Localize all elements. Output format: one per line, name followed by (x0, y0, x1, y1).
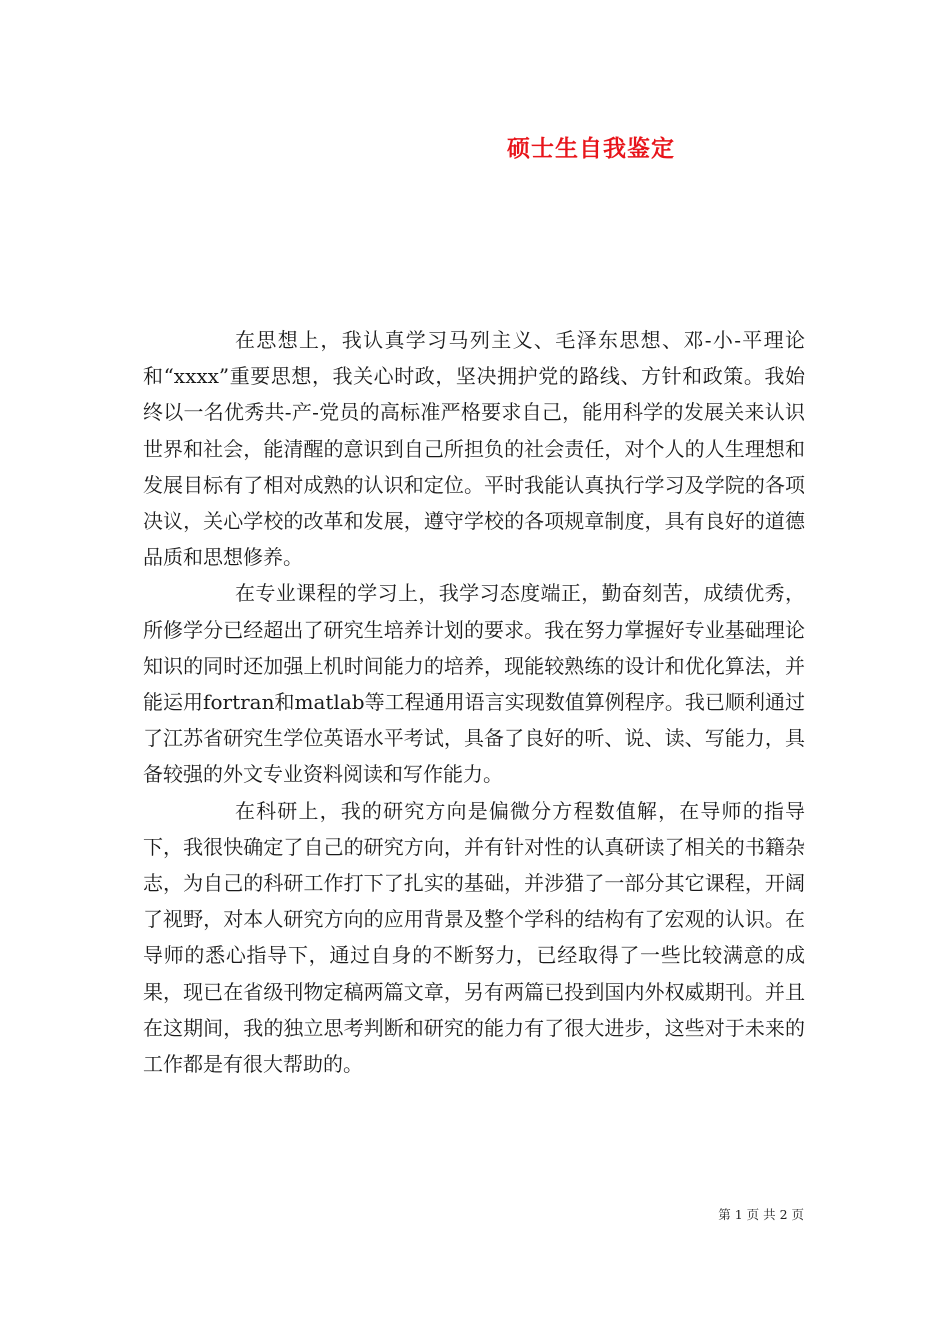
paragraph-ideology: 在思想上，我认真学习马列主义、毛泽东思想、邓-小-平理论和“xxxx”重要思想，我关心时政，坚决拥护党的路线、方针和政策。我始终以一名优秀共-产-党员的高标准严格要求自己，能用科学的发展关来认识世界和社会，能清醒的意识到自己所担负的社会责任，对个人的人生理想和发展目标有了相对成熟的认识和定位。平时我能认真执行学习及学院的各项决议，关心学校的改革和发展，遵守学校的各项规章制度，具有良好的道德品质和思想修养。 (143, 328, 805, 570)
document-body (143, 322, 805, 1082)
document-title (400, 130, 790, 163)
paragraph-research: 在科研上，我的研究方向是偏微分方程数值解，在导师的指导下，我很快确定了自己的研究方向，并有针对性的认真研读了相关的书籍杂志，为自己的科研工作打下了扎实的基础，并涉猎了一部分其它课程，开阔了视野，对本人研究方向的应用背景及整个学科的结构有了宏观的认识。在导师的悉心指导下，通过自身的不断努力，已经取得了一些比较满意的成果，现已在省级刊物定稿两篇文章，另有两篇已投到国内外权威期刊。并且在这期间，我的独立思考判断和研究的能力有了很大进步，这些对于未来的工作都是有很大帮助的。 (143, 798, 805, 1077)
document-title-text: 硕士生自我鉴定 (507, 136, 675, 162)
page-number-footer: 第 1 页 共 2 页 (718, 1207, 804, 1222)
paragraph-coursework: 在专业课程的学习上，我学习态度端正，勤奋刻苦，成绩优秀，所修学分已经超出了研究生培养计划的要求。我在努力掌握好专业基础理论知识的同时还加强上机时间能力的培养，现能较熟练的设计和优化算法，并能运用fortran和matlab等工程通用语言实现数值算例程序。我已顺利通过了江苏省研究生学位英语水平考试，具备了良好的听、说、读、写能力，具备较强的外文专业资料阅读和写作能力。 (143, 581, 805, 787)
